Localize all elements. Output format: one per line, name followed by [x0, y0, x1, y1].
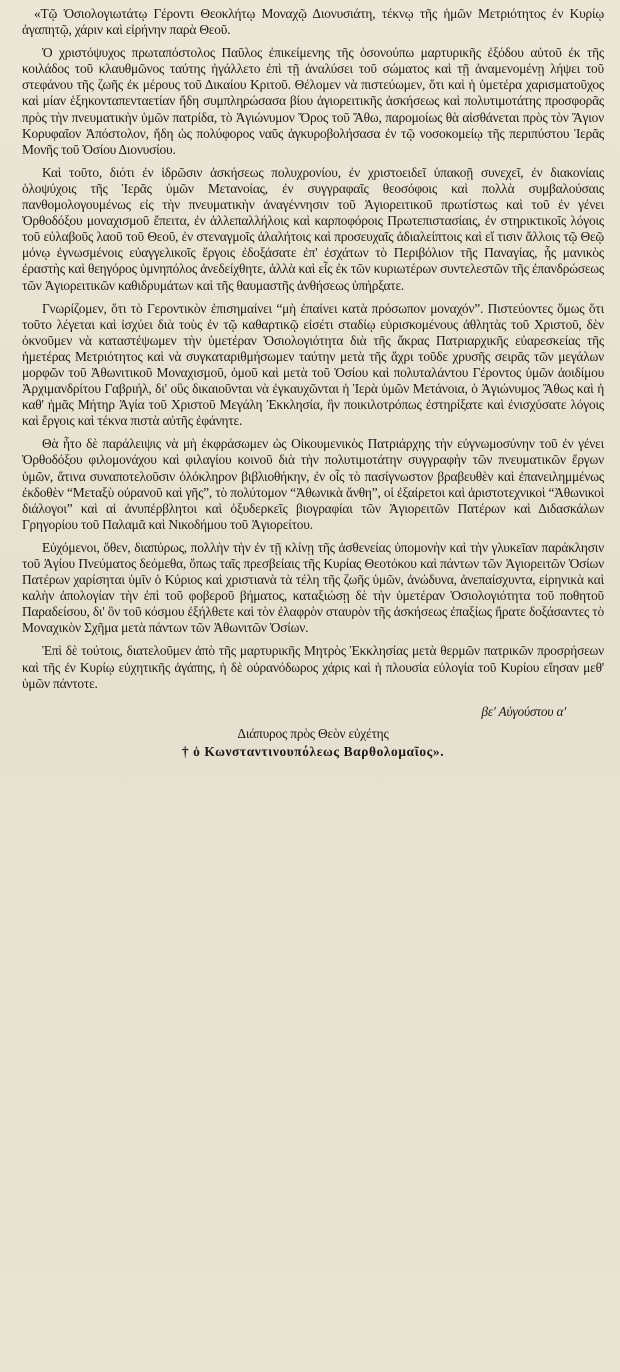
letter-paragraph: Θὰ ἦτο δὲ παράλειψις νὰ μὴ ἐκφράσωμεν ὡς Οἰκουμενικὸς Πατριάρχης τὴν εὐγνωμοσύνην τοῦ ἐν γένει Ὀρθοδόξου φιλομονάχου καὶ φιλαγίου κοινοῦ διὰ τὴν πολυτιμοτάτην συγγραφὴν τῶν πνευματικῶν ἔργων ὑμῶν, ἅτινα συναποτελοῦσιν ὁλόκληρον βιβλιοθήκην, ἐν οἷς τὸ πασίγνωστον βραβευθὲν καὶ ἐπανειλημμένως ἐκδοθὲν “Μεταξὺ οὐρανοῦ καὶ γῆς”, τὸ πολύτομον “Ἀθωνικὰ ἄνθη”, οἱ ἐξαίρετοι καὶ ἀριστοτεχνικοὶ “Ἀθωνικοὶ διάλογοι” καὶ αἱ ἀνυπέρβλητοι καὶ ὀξυδερκεῖς βιογραφίαι τῶν Ἁγιορειτῶν Πατέρων καὶ Διδασκάλων Γρηγορίου τοῦ Παλαμᾶ καὶ Νικοδήμου τοῦ Ἁγιορείτου.: [22, 436, 604, 532]
letter-paragraph: Εὐχόμενοι, ὅθεν, διαπύρως, πολλὴν τὴν ἐν τῇ κλίνῃ τῆς ἀσθενείας ὑπομονὴν καὶ τὴν γλυκεῖαν παράκλησιν τοῦ Ἁγίου Πνεύματος δεόμεθα, ὅπως ταῖς πρεσβείαις τῆς Κυρίας Θεοτόκου καὶ πάντων τῶν Ἁγιορειτῶν Ὁσίων Πατέρων χαρίσηται ὑμῖν ὁ Κύριος καὶ χριστιανὰ τὰ τέλη τῆς ζωῆς ὑμῶν, ἀνώδυνα, ἀνεπαίσχυντα, εἰρηνικὰ καὶ καλὴν ἀπολογίαν τὴν ἐπὶ τοῦ φοβεροῦ βήματος, καταξιώσῃ δὲ τὴν ὑμετέραν Ὁσιολογιότητα τοῦ ποθητοῦ Παραδείσου, δι' ὃν τοῦ κόσμου ἐξήλθετε καὶ τὸν ἐλαφρὸν σταυρὸν τῆς ἀσκήσεως ἐπαξίως ἤρατε δοξάσαντες τὸ Μοναχικὸν Σχῆμα μετὰ πάντων τῶν Ἀθωνιτῶν Ὁσίων.: [22, 539, 604, 636]
letter-paragraph: Ὁ χριστόψυχος πρωταπόστολος Παῦλος ἐπικείμενης τῆς ὁσονούπω μαρτυρικῆς ἐξόδου αὐτοῦ ἐκ τῆς κοιλάδος τοῦ κλαυθμῶνος ταύτης ἠγάλλετο ἐπὶ τῇ ἀναλύσει τοῦ σώματος καὶ τῇ ἀναμενομένῃ λήψει τοῦ στεφάνου τῆς ζωῆς ἐκ μέρους τοῦ Δικαίου Κριτοῦ. Θέλομεν νὰ πιστεύωμεν, ὅτι καὶ ἡ ὑμετέρα χαρισματοῦχος καὶ μίαν ἑξηκονταπενταετίαν ἤδη συμπληρώσασα βίου ἁγιορειτικῆς ἀσκήσεως καὶ πολυτιμοτάτης προσφορᾶς πρὸς τὴν πνευματικὴν ὑμῶν πατρίδα, τὸ Ἁγιώνυμον Ὄρος τοῦ Ἄθω, παρομοίως θὰ αἰσθάνεται πρὸς τὸν Ἅγιον Κορυφαῖον Ἀπόστολον, ἤδη ὡς πολύφορος ναῦς ἀγκυροβολήσασα ἐν τῷ νοσοκομείῳ τῆς περιπύστου Ἱερᾶς Μονῆς τοῦ Ὁσίου Διονυσίου.: [22, 45, 604, 157]
letter-salutation: «Τῷ Ὁσιολογιωτάτῳ Γέροντι Θεοκλήτῳ Μοναχῷ Διονυσιάτη, τέκνῳ τῆς ἡμῶν Μετριότητος ἐν Κυρίῳ ἀγαπητῷ, χάριν καὶ εἰρήνην παρὰ Θεοῦ.: [22, 6, 604, 38]
patriarch-signature: † ὁ Κωνσταντινουπόλεως Βαρθολομαῖος».: [181, 743, 445, 759]
letter-closing: Διάπυρος πρὸς Θεὸν εὐχέτης: [237, 725, 389, 741]
letter-date: βε' Αὐγούστου α': [481, 703, 566, 719]
letter-paragraph: Καὶ τοῦτο, διότι ἐν ἱδρῶσιν ἀσκήσεως πολυχρονίου, ἐν χριστοειδεῖ ὑπακοῇ συνεχεῖ, ἐν διακονίαις ὁλοψύχοις τῆς Ἱερᾶς ὑμῶν Μετανοίας, ἐν συγγραφαῖς θεοσόφοις καὶ πολλὰ συμβαλούσαις πανθομολογουμένως εἰς τὴν πνευματικὴν ἀναγέννησιν τοῦ Ἁγιορειτικοῦ πρωτίστως καὶ τοῦ ἐν γένει Ὀρθοδόξου μοναχισμοῦ ἔπειτα, ἐν ἀλλεπαλλήλοις καὶ καρποφόροις Πρωτεπιστασίαις, ἐν στηρικτικοῖς λόγοις τοῦ εὐλαβοῦς λαοῦ τοῦ Θεοῦ, ἐν στεναγμοῖς ἀλαλήτοις καὶ προσευχαῖς ἀδιαλείπτοις καὶ εἴ τισιν ἄλλοις τῷ Θεῷ μόνῳ ἐγνωσμένοις εὐαγγελικοῖς ἔργοις ἐδοξάσατε ἐπ' ἐσχάτων τὸ Περιβόλιον τῆς Παναγίας, ἧς μανικὸς ἐραστὴς καὶ θεηγόρος ὑμνηπόλος ἀνεδείχθητε, ἀλλὰ καὶ εἷς ἐκ τῶν κυριωτέρων συντελεστῶν τῆς ἐπανδρώσεως τῶν Ἁγιορειτικῶν καθιδρυμάτων καὶ τῆς θαυμαστῆς ἀνθήσεως ὑπήρξατε.: [22, 164, 604, 293]
letter-paragraph: Γνωρίζομεν, ὅτι τὸ Γεροντικὸν ἐπισημαίνει “μὴ ἐπαίνει κατὰ πρόσωπον μοναχόν”. Πιστεύοντες ὅμως ὅτι τοῦτο λέγεται καὶ ἰσχύει διὰ τοὺς ἐν τῷ καθαρτικῷ εἰσέτι σταδίῳ εὑρισκομένους ἀθλητὰς τοῦ Χριστοῦ, δὲν ὀκνοῦμεν νὰ καταστέψωμεν τὴν ὑμετέραν Ὁσιολογιότητα διὰ τῆς ἄκρας Πατριαρχικῆς εὐαρεσκείας τῆς ἡμετέρας Μετριότητος καὶ νὰ συγκαταριθμήσωμεν ταύτην μετὰ τῆς ἄχρι τοῦδε χρυσῆς σειρᾶς τῶν μεγάλων μορφῶν τοῦ Ἀθωνιτικοῦ Μοναχισμοῦ, ὁμοῦ καὶ μετὰ τοῦ Ὁσίου καὶ πολυταλάντου Γέροντος ὑμῶν ἀοιδίμου Ἀρχιμανδρίτου Γαβριήλ, δι' οὓς δικαιοῦνται νὰ ἐγκαυχῶνται ἡ Ἱερὰ ὑμῶν Μετάνοια, ὁ Ἁγιώνυμος Ἄθως καὶ ἡ καθ' ἡμᾶς Μήτηρ Ἁγία τοῦ Χριστοῦ Μεγάλη Ἐκκλησία, ἣν ποικιλοτρόπως ἐστηρίξατε καὶ ἐνισχύσατε λόγοις καὶ ἔργοις καὶ τέκνα πιστὰ αὐτῆς ἐφάνητε.: [22, 300, 604, 429]
letter-paragraph: Ἐπὶ δὲ τούτοις, διατελοῦμεν ἀπὸ τῆς μαρτυρικῆς Μητρὸς Ἐκκλησίας μετὰ θερμῶν πατρικῶν προσρήσεων καὶ τῆς ἐν Κυρίῳ εὐχητικῆς ἀγάπης, ἡ δὲ οὐρανόδωρος χάρις καὶ ἡ πλουσία εὐλογία τοῦ Κυρίου εἴησαν μεθ' ὑμῶν πάντοτε.: [22, 643, 604, 691]
